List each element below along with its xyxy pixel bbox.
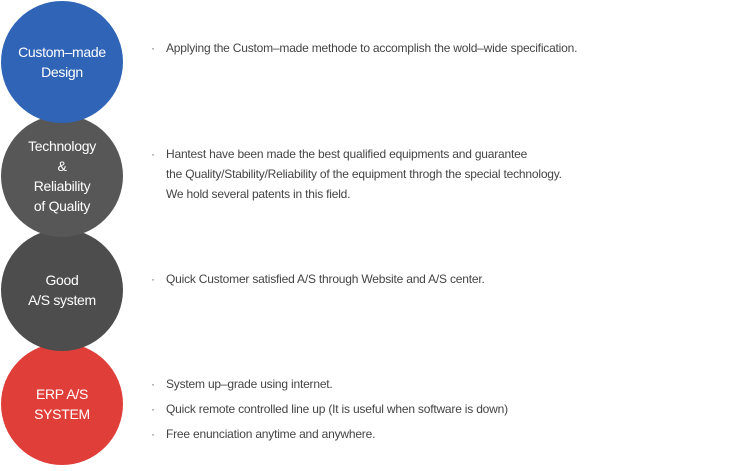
- description-item: · Hantest have been made the best qualified equipments and guarantee: [151, 144, 562, 164]
- technology-reliability-circle: [1, 115, 123, 237]
- circle-label-line: ERP A/S: [35, 386, 89, 402]
- erp-as-system-description: [151, 372, 508, 447]
- erp-as-system-circle: [1, 343, 123, 465]
- circle-label-line: of Quality: [33, 198, 91, 214]
- custom-made-design-description: [151, 38, 577, 58]
- good-as-system-circle: [1, 229, 123, 351]
- circle-label-line: Custom–made: [18, 44, 106, 60]
- circle-label-line: Technology: [28, 138, 96, 154]
- circle-label-line: SYSTEM: [34, 406, 90, 422]
- circle-label-line: A/S system: [28, 292, 96, 308]
- description-item: · Applying the Custom–made methode to accomplish the wold–wide specification.: [151, 38, 577, 58]
- circle-label-line: Reliability: [33, 178, 91, 194]
- description-item-continuation: the Quality/Stability/Reliability of the equipment throgh the special technology.: [166, 167, 562, 181]
- description-item: · Quick remote controlled line up (It is useful when software is down): [151, 397, 508, 422]
- circle-label-line: Design: [41, 64, 83, 80]
- description-item: · Quick Customer satisfied A/S through Website and A/S center.: [151, 269, 485, 289]
- good-as-system-description: [151, 269, 485, 289]
- technology-reliability-description: [151, 144, 562, 204]
- circle-label-line: &: [57, 158, 67, 174]
- description-item: · System up–grade using internet.: [151, 372, 508, 397]
- circle-label-line: Good: [45, 272, 79, 288]
- custom-made-design-circle: [1, 1, 123, 123]
- description-item-continuation: We hold several patents in this field.: [166, 187, 351, 201]
- description-item: · Free enunciation anytime and anywhere.: [151, 422, 508, 447]
